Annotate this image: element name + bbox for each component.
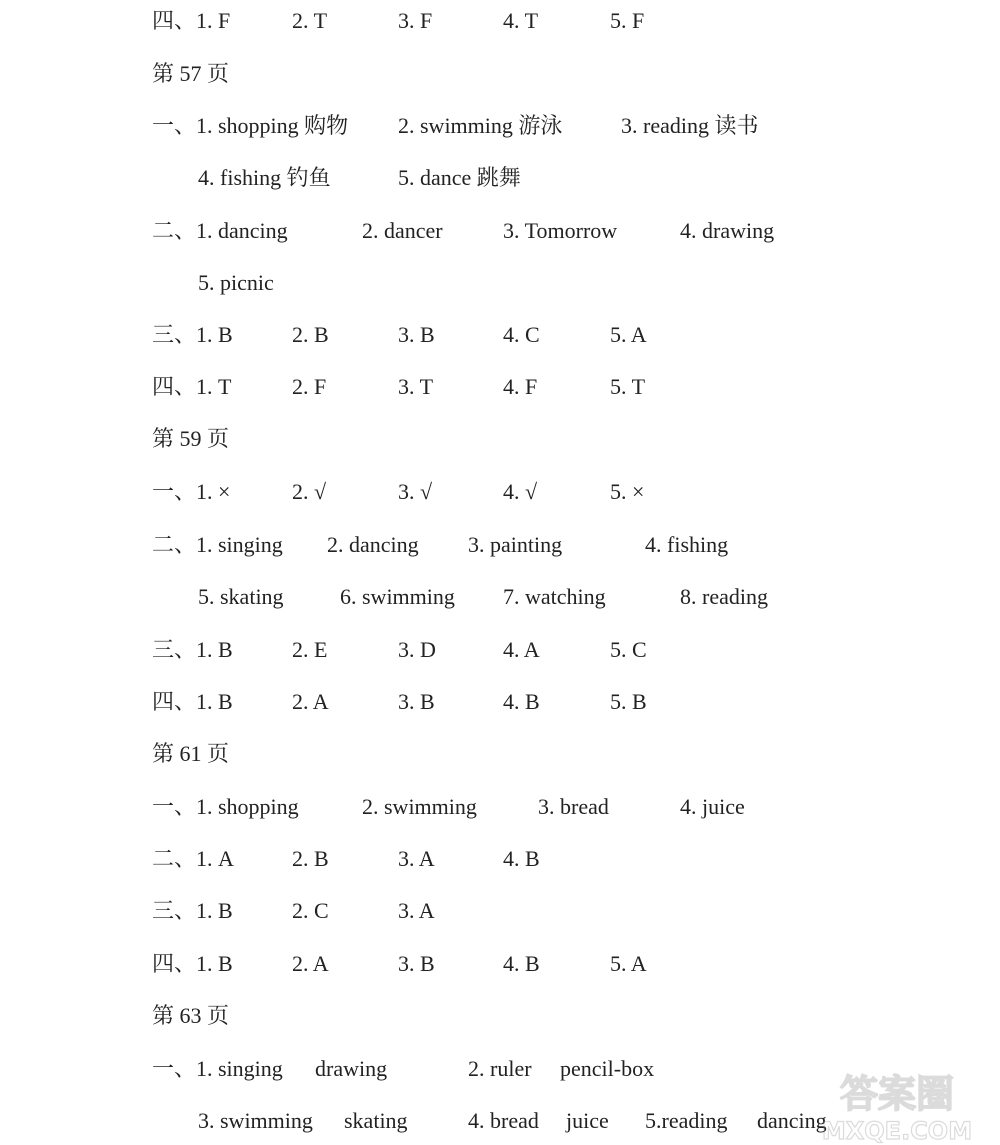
answer-item: 5.reading (645, 1108, 728, 1133)
answer-item: skating (344, 1108, 408, 1133)
page-section-heading: 第 57 页 (152, 61, 230, 86)
answer-item: 2. A (292, 951, 329, 976)
answer-item: 三、1. B (152, 637, 233, 662)
answer-item: 4. bread (468, 1108, 539, 1133)
answer-item: 4. √ (503, 479, 538, 504)
answer-item: juice (566, 1108, 609, 1133)
answer-item: 四、1. T (152, 374, 232, 399)
answer-item: 5. F (610, 8, 645, 33)
page-section-heading: 第 63 页 (152, 1003, 230, 1028)
answer-item: 2. √ (292, 479, 327, 504)
answer-item: 三、1. B (152, 898, 233, 923)
answer-item: 3. A (398, 846, 435, 871)
answer-item: 一、1. shopping 购物 (152, 113, 349, 138)
answer-item: 2. swimming (362, 794, 477, 819)
answer-item: 2. dancing (327, 532, 419, 557)
answer-item: 3. B (398, 689, 435, 714)
answer-item: 四、1. B (152, 689, 233, 714)
answer-item: 5. × (610, 479, 645, 504)
answer-item: pencil-box (560, 1056, 655, 1081)
answer-item: 2. B (292, 322, 329, 347)
answer-item: 4. fishing (645, 532, 729, 557)
answer-item: 3. A (398, 898, 435, 923)
answer-item: 5. A (610, 951, 647, 976)
answer-item: 4. F (503, 374, 538, 399)
answer-item: 4. B (503, 846, 540, 871)
answer-item: 3. Tomorrow (503, 218, 618, 243)
answer-item: 四、1. F (152, 8, 231, 33)
answer-item: 2. ruler (468, 1056, 532, 1081)
page-section-heading: 第 61 页 (152, 741, 230, 766)
answer-item: 二、1. singing (152, 532, 283, 557)
answer-item: 2. E (292, 637, 328, 662)
answer-item: 5. skating (198, 584, 284, 609)
answer-item: 一、1. shopping (152, 794, 299, 819)
answer-item: 3. B (398, 951, 435, 976)
answer-item: 一、1. × (152, 479, 231, 504)
answer-item: 三、1. B (152, 322, 233, 347)
answer-item: 2. B (292, 846, 329, 871)
answer-item: 4. fishing 钓鱼 (198, 165, 331, 190)
answer-item: drawing (315, 1056, 388, 1081)
answer-item: 4. C (503, 322, 540, 347)
answer-item: 3. T (398, 374, 434, 399)
answer-item: 3. reading 读书 (621, 113, 759, 138)
answer-item: 二、1. A (152, 846, 234, 871)
answer-item: 2. A (292, 689, 329, 714)
answer-item: 5. T (610, 374, 646, 399)
answer-item: 6. swimming (340, 584, 455, 609)
answer-item: 2. T (292, 8, 328, 33)
answer-item: 4. B (503, 951, 540, 976)
answer-item: 二、1. dancing (152, 218, 288, 243)
answer-item: 3. F (398, 8, 433, 33)
page-section-heading: 第 59 页 (152, 426, 230, 451)
answer-item: 3. swimming (198, 1108, 313, 1133)
answer-item: 5. A (610, 322, 647, 347)
watermark-logo (802, 1065, 992, 1145)
answer-item: 2. dancer (362, 218, 443, 243)
answer-item: 5. dance 跳舞 (398, 165, 521, 190)
answer-item: 3. D (398, 637, 436, 662)
answer-item: 5. picnic (198, 270, 274, 295)
answer-item: 4. juice (680, 794, 745, 819)
answer-item: 2. C (292, 898, 329, 923)
answer-item: 8. reading (680, 584, 768, 609)
answer-item: 3. bread (538, 794, 609, 819)
watermark-subtext: MXQE.COM (821, 1117, 973, 1145)
answer-item: 5. C (610, 637, 647, 662)
answer-item: 4. A (503, 637, 540, 662)
answer-item: 一、1. singing (152, 1056, 283, 1081)
answer-item: 3. B (398, 322, 435, 347)
answer-item: 2. F (292, 374, 327, 399)
answer-item: 四、1. B (152, 951, 233, 976)
answer-item: 4. T (503, 8, 539, 33)
answer-item: 3. painting (468, 532, 563, 557)
answer-item: dancing (757, 1108, 827, 1133)
answer-item: 4. drawing (680, 218, 775, 243)
answer-item: 5. B (610, 689, 647, 714)
answer-item: 4. B (503, 689, 540, 714)
answer-item: 3. √ (398, 479, 433, 504)
answer-item: 2. swimming 游泳 (398, 113, 563, 138)
watermark-text: 答案圈 (839, 1072, 955, 1116)
answer-item: 7. watching (503, 584, 606, 609)
